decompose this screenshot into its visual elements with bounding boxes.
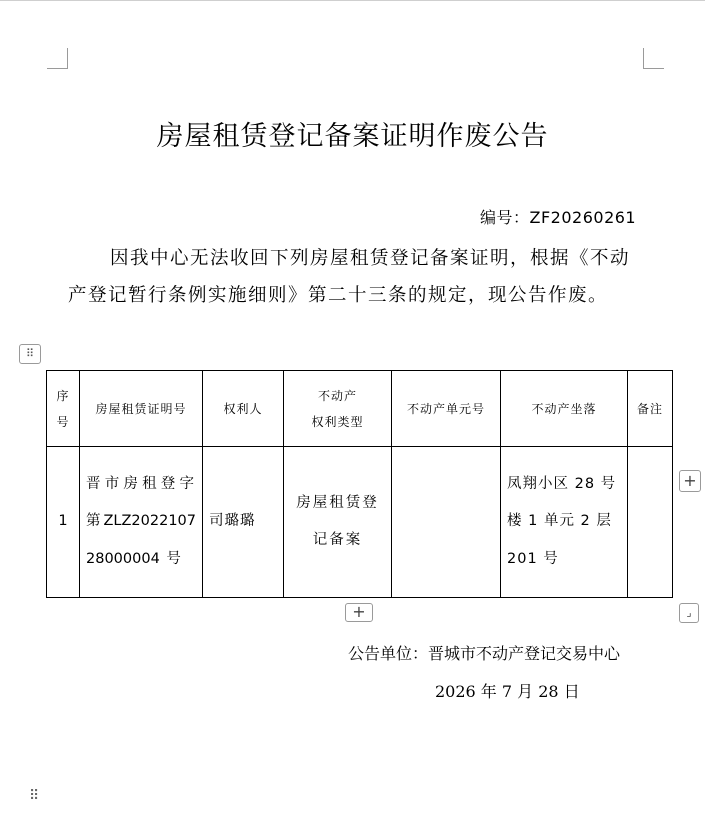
paragraph-text: 因我中心无法收回下列房屋租赁登记备案证明，根据《不动产登记暂行条例实施细则》第二十三条的规定，现公告作废。 <box>68 248 631 306</box>
margin-corner-top-left <box>47 48 68 69</box>
header-location: 不动产坐落 <box>501 371 628 447</box>
header-seq: 序 号 <box>47 371 80 447</box>
registration-table <box>46 370 673 598</box>
add-column-plus-icon[interactable]: + <box>345 603 373 622</box>
cell-owner[interactable]: 司璐璐 <box>203 447 284 598</box>
margin-corner-top-right <box>643 48 664 69</box>
issue-date: 2026 年 7 月 28 日 <box>435 682 580 701</box>
body-paragraph <box>68 240 648 314</box>
cell-cert-no[interactable]: 晋市房租登字第ZLZ202210728000004 号 <box>80 447 203 598</box>
table-move-handle-icon[interactable]: ⠿ <box>19 344 41 364</box>
page-title: 房屋租赁登记备案证明作废公告 <box>156 121 549 152</box>
add-row-plus-icon[interactable]: + <box>679 470 701 492</box>
drag-dots-icon[interactable]: ⠿ <box>29 788 40 804</box>
document-number: 编号：ZF20260261 <box>480 208 637 227</box>
page-top-border <box>0 0 705 1</box>
header-right-type: 不动产 权利类型 <box>284 371 392 447</box>
table-header-row <box>47 371 673 447</box>
header-owner: 权利人 <box>203 371 284 447</box>
cell-remark[interactable] <box>628 447 673 598</box>
cell-unit-no[interactable] <box>392 447 501 598</box>
cell-location[interactable]: 凤翔小区 28 号楼 1 单元 2 层 201 号 <box>501 447 628 598</box>
issuer-line: 公告单位：晋城市不动产登记交易中心 <box>348 644 621 663</box>
header-cert-no: 房屋租赁证明号 <box>80 371 203 447</box>
table-resize-icon[interactable]: ⌟ <box>679 603 699 623</box>
header-unit-no: 不动产单元号 <box>392 371 501 447</box>
table-row <box>47 447 673 598</box>
cell-seq[interactable]: 1 <box>47 447 80 598</box>
header-remark: 备注 <box>628 371 673 447</box>
cell-right-type[interactable]: 房屋租赁登记备案 <box>284 447 392 598</box>
